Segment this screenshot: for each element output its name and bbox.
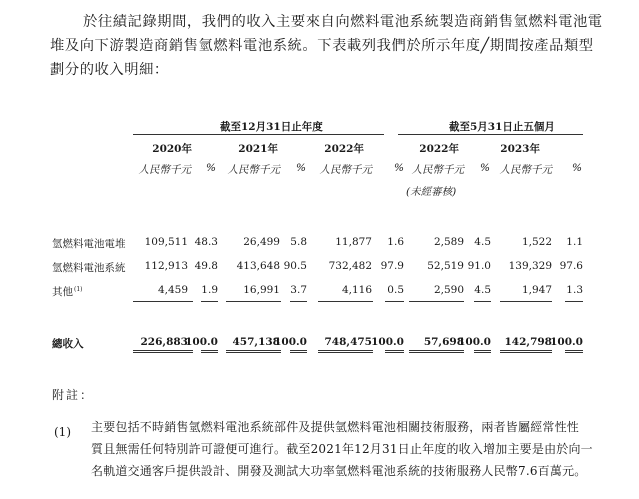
subtotal-rule — [290, 301, 307, 302]
amount-cell: 732,482 — [328, 260, 372, 272]
percent-cell: 1.9 — [201, 284, 218, 296]
percent-cell: 0.5 — [387, 284, 404, 296]
amount-cell: 26,499 — [243, 236, 280, 248]
row-label-other: 其他$^{(1)}$ — [52, 285, 83, 298]
group-header-interim: 截至5月31日止五個月 — [449, 121, 555, 133]
percent-cell: 4.5 — [474, 236, 491, 248]
percent-cell: 1.3 — [566, 284, 583, 296]
percent-cell: 1.1 — [566, 236, 583, 248]
note-line: 名軌道交通客戶提供設計、開發及測試大功率氫燃料電池系統的技術服務人民幣7.6百萬元。 — [91, 464, 587, 478]
total-double-rule — [409, 350, 464, 353]
group-header-rule — [133, 134, 384, 135]
subtotal-rule — [565, 301, 583, 302]
total-amount-cell: 748,475 — [324, 336, 372, 348]
amount-cell: 109,511 — [144, 236, 188, 248]
total-double-rule — [133, 350, 193, 353]
total-percent-cell: 100.0 — [550, 336, 583, 348]
note-text — [91, 416, 611, 482]
percent-header: % — [572, 162, 582, 174]
year-header: 2023年 — [500, 143, 540, 155]
total-double-rule — [201, 350, 218, 353]
footnote-marker: (1) — [74, 285, 83, 293]
percent-cell: 91.0 — [467, 260, 491, 272]
row-label-stack: 氫燃料電池電堆 — [52, 238, 126, 250]
note-line: 質且無需任何特別許可證便可進行。截至2021年12月31日止年度的收入增加主要是由於向一 — [91, 442, 593, 456]
amount-cell: 16,991 — [243, 284, 280, 296]
unit-header: 人民幣千元 — [499, 164, 552, 176]
amount-cell: 1,522 — [521, 236, 552, 248]
subtotal-rule — [133, 301, 193, 302]
total-percent-cell: 100.0 — [458, 336, 491, 348]
subtotal-rule — [500, 301, 552, 302]
amount-cell: 2,590 — [433, 284, 464, 296]
percent-cell: 5.8 — [290, 236, 307, 248]
percent-cell: 1.6 — [387, 236, 404, 248]
total-double-rule — [474, 350, 491, 353]
amount-cell: 4,116 — [341, 284, 372, 296]
intro-line: 劃分的收入明細： — [50, 62, 169, 78]
total-double-rule — [318, 350, 373, 353]
percent-header: % — [206, 162, 216, 174]
amount-cell: 139,329 — [508, 260, 552, 272]
unit-header: 人民幣千元 — [227, 164, 280, 176]
subtotal-rule — [318, 301, 373, 302]
row-label-total: 總收入 — [52, 338, 84, 350]
intro-paragraph — [50, 10, 620, 82]
percent-cell: 48.3 — [194, 236, 218, 248]
percent-cell: 4.5 — [474, 284, 491, 296]
notes-title: 附註： — [52, 388, 95, 402]
total-percent-cell: 100.0 — [274, 336, 307, 348]
unit-header: 人民幣千元 — [411, 164, 464, 176]
amount-cell: 413,648 — [236, 260, 280, 272]
total-double-rule — [226, 350, 281, 353]
amount-cell: 1,947 — [521, 284, 552, 296]
percent-cell: 49.8 — [194, 260, 218, 272]
note-number: (1) — [54, 425, 71, 439]
subtotal-rule — [201, 301, 218, 302]
intro-line: 堆及向下游製造商銷售氫燃料電池系統。下表載列我們於所示年度╱期間按產品類型 — [50, 38, 594, 54]
percent-cell: 3.7 — [290, 284, 307, 296]
total-amount-cell: 142,798 — [504, 336, 552, 348]
total-percent-cell: 100.0 — [371, 336, 404, 348]
group-header-rule — [398, 134, 583, 135]
total-amount-cell: 226,883 — [140, 336, 188, 348]
year-header: 2022年 — [419, 143, 459, 155]
percent-cell: 97.9 — [380, 260, 404, 272]
year-header: 2020年 — [152, 143, 192, 155]
total-double-rule — [385, 350, 404, 353]
amount-cell: 4,459 — [157, 284, 188, 296]
subtotal-rule — [226, 301, 281, 302]
percent-header: % — [480, 162, 490, 174]
total-double-rule — [500, 350, 552, 353]
row-label-system: 氫燃料電池系統 — [52, 262, 126, 274]
percent-cell: 97.6 — [559, 260, 583, 272]
amount-cell: 52,519 — [427, 260, 464, 272]
year-header: 2022年 — [324, 143, 364, 155]
year-header: 2021年 — [238, 143, 278, 155]
unit-header: 人民幣千元 — [138, 164, 191, 176]
total-amount-cell: 457,138 — [232, 336, 280, 348]
total-percent-cell: 100.0 — [185, 336, 218, 348]
percent-cell: 90.5 — [283, 260, 307, 272]
intro-line: 於往績記錄期間，我們的收入主要來自向燃料電池系統製造商銷售氫燃料電池電 — [83, 14, 603, 30]
subtotal-rule — [385, 301, 404, 302]
amount-cell: 11,877 — [335, 236, 372, 248]
amount-cell: 112,913 — [144, 260, 188, 272]
note-line: 主要包括不時銷售氫燃料電池系統部件及提供氫燃料電池相關技術服務，兩者皆屬經常性性 — [91, 420, 580, 434]
subtotal-rule — [474, 301, 491, 302]
subtotal-rule — [409, 301, 464, 302]
total-double-rule — [290, 350, 307, 353]
unit-header: 人民幣千元 — [319, 164, 372, 176]
total-amount-cell: 57,698 — [423, 336, 464, 348]
total-double-rule — [565, 350, 583, 353]
amount-cell: 2,589 — [433, 236, 464, 248]
percent-header: % — [394, 162, 404, 174]
percent-header: % — [296, 162, 306, 174]
unaudited-note: (未經審核) — [406, 186, 457, 198]
group-header-annual: 截至12月31日止年度 — [220, 121, 323, 133]
